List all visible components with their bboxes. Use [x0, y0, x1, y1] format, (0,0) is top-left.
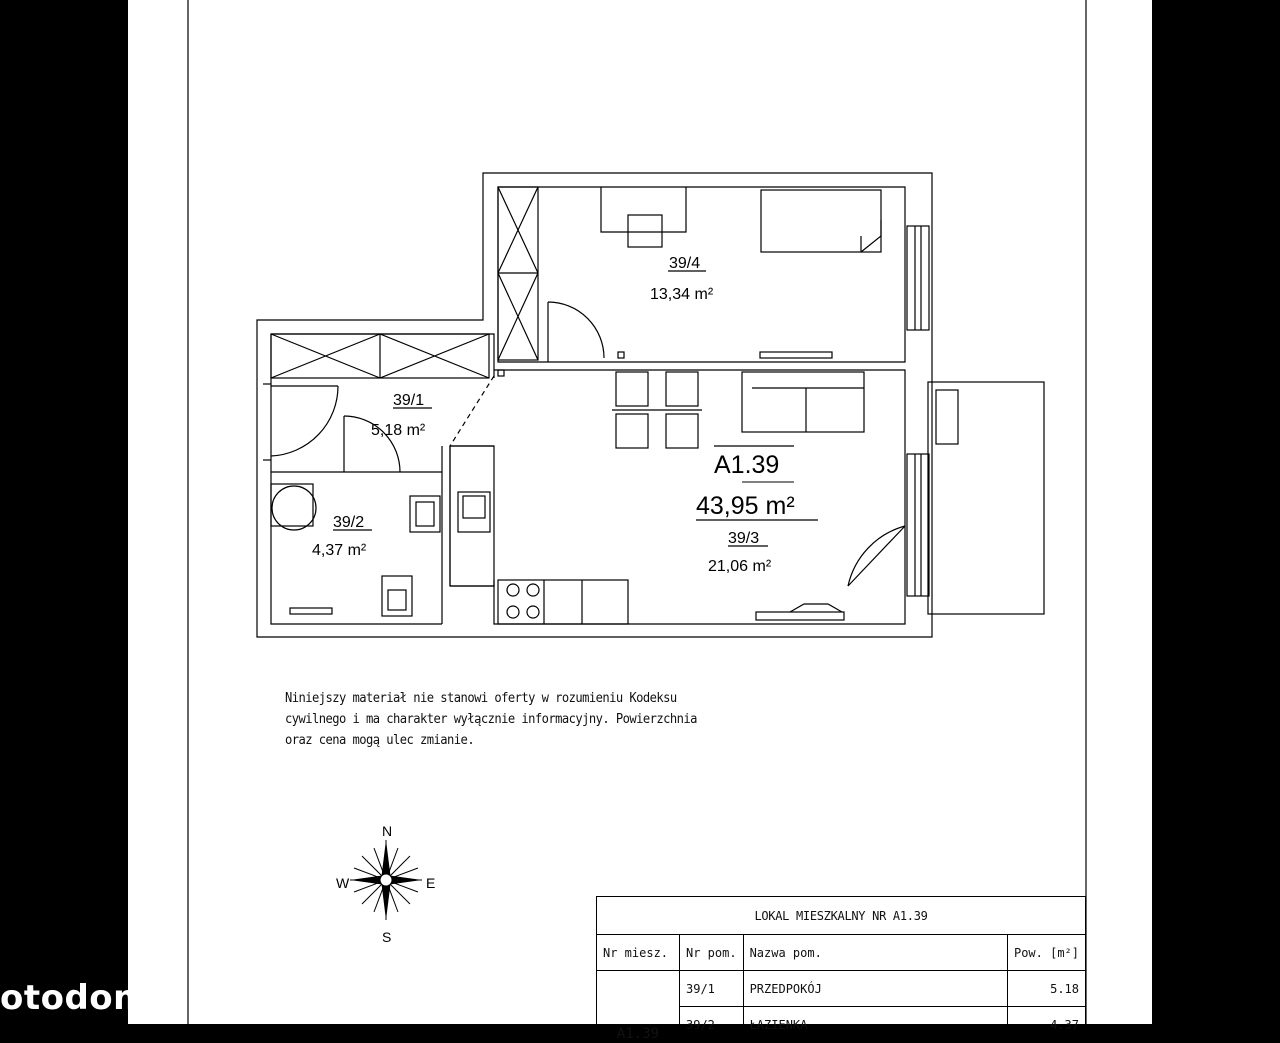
header-room-no: Nr pom. — [680, 935, 744, 971]
radiator-living — [756, 612, 844, 620]
sofa — [742, 372, 864, 432]
room-area-cell: 5.18 — [1007, 971, 1085, 1007]
unit-summary-table — [596, 896, 1086, 1043]
room-name-cell: ŁAZIENKA — [743, 1007, 1007, 1043]
header-area: Pow. [m²] — [1007, 935, 1085, 971]
disclaimer-text — [285, 688, 697, 751]
unit-no-cell: A1.39 — [597, 971, 680, 1043]
compass-east: E — [426, 875, 436, 891]
bed — [761, 190, 881, 252]
unit-code: A1.39 — [714, 451, 780, 479]
desk — [601, 187, 686, 232]
balcony — [928, 382, 1044, 614]
table-row — [597, 971, 1086, 1007]
room-no-cell: 39/1 — [680, 971, 744, 1007]
desk-chair — [628, 215, 662, 247]
balcony-door — [848, 526, 905, 586]
tv-stand — [760, 352, 832, 358]
watermark-logo-text: otodom — [0, 978, 150, 1018]
compass-rose — [350, 840, 422, 920]
disclaimer-line: oraz cena mogą ulec zmianie. — [285, 733, 475, 748]
room-area-cell: 4.37 — [1007, 1007, 1085, 1043]
room-label-39-4-id: 39/4 — [669, 255, 701, 272]
compass-south: S — [382, 929, 392, 945]
room-label-39-2-area: 4,37 m² — [312, 542, 367, 559]
outer-wall — [257, 173, 932, 637]
table-title: LOKAL MIESZKALNY NR A1.39 — [597, 897, 1086, 935]
kitchen-counter — [450, 446, 494, 586]
room-no-cell: 39/2 — [680, 1007, 744, 1043]
room-label-39-1-area: 5,18 m² — [371, 422, 426, 439]
compass-north: N — [382, 823, 393, 839]
radiator-bath — [290, 608, 332, 614]
floor-plan-drawing — [128, 0, 1152, 1024]
disclaimer-line: Niniejszy materiał nie stanowi oferty w rozumieniu Kodeksu — [285, 691, 677, 706]
room-label-39-2-id: 39/2 — [333, 514, 365, 531]
bedroom-window — [907, 226, 929, 330]
open-passage — [450, 376, 494, 446]
room-label-39-4-area: 13,34 m² — [650, 286, 714, 303]
compass-west: W — [336, 875, 350, 891]
disclaimer-line: cywilnego i ma charakter wyłącznie informacyjny. Powierzchnia — [285, 712, 697, 727]
hob-burner — [507, 584, 519, 596]
living-window — [907, 454, 929, 596]
hall-walls — [271, 334, 494, 378]
bedroom-walls — [498, 187, 905, 362]
header-unit-no: Nr miesz. — [597, 935, 680, 971]
floor-plan-sheet — [128, 0, 1152, 1042]
room-label-39-1-id: 39/1 — [393, 392, 425, 409]
room-name-cell: PRZEDPOKÓJ — [743, 971, 1007, 1007]
dining-chair — [616, 372, 648, 406]
header-room-name: Nazwa pom. — [743, 935, 1007, 971]
unit-total-area: 43,95 m² — [696, 492, 795, 520]
room-label-39-3-area: 21,06 m² — [708, 558, 772, 575]
room-label-39-3-id: 39/3 — [728, 530, 760, 547]
